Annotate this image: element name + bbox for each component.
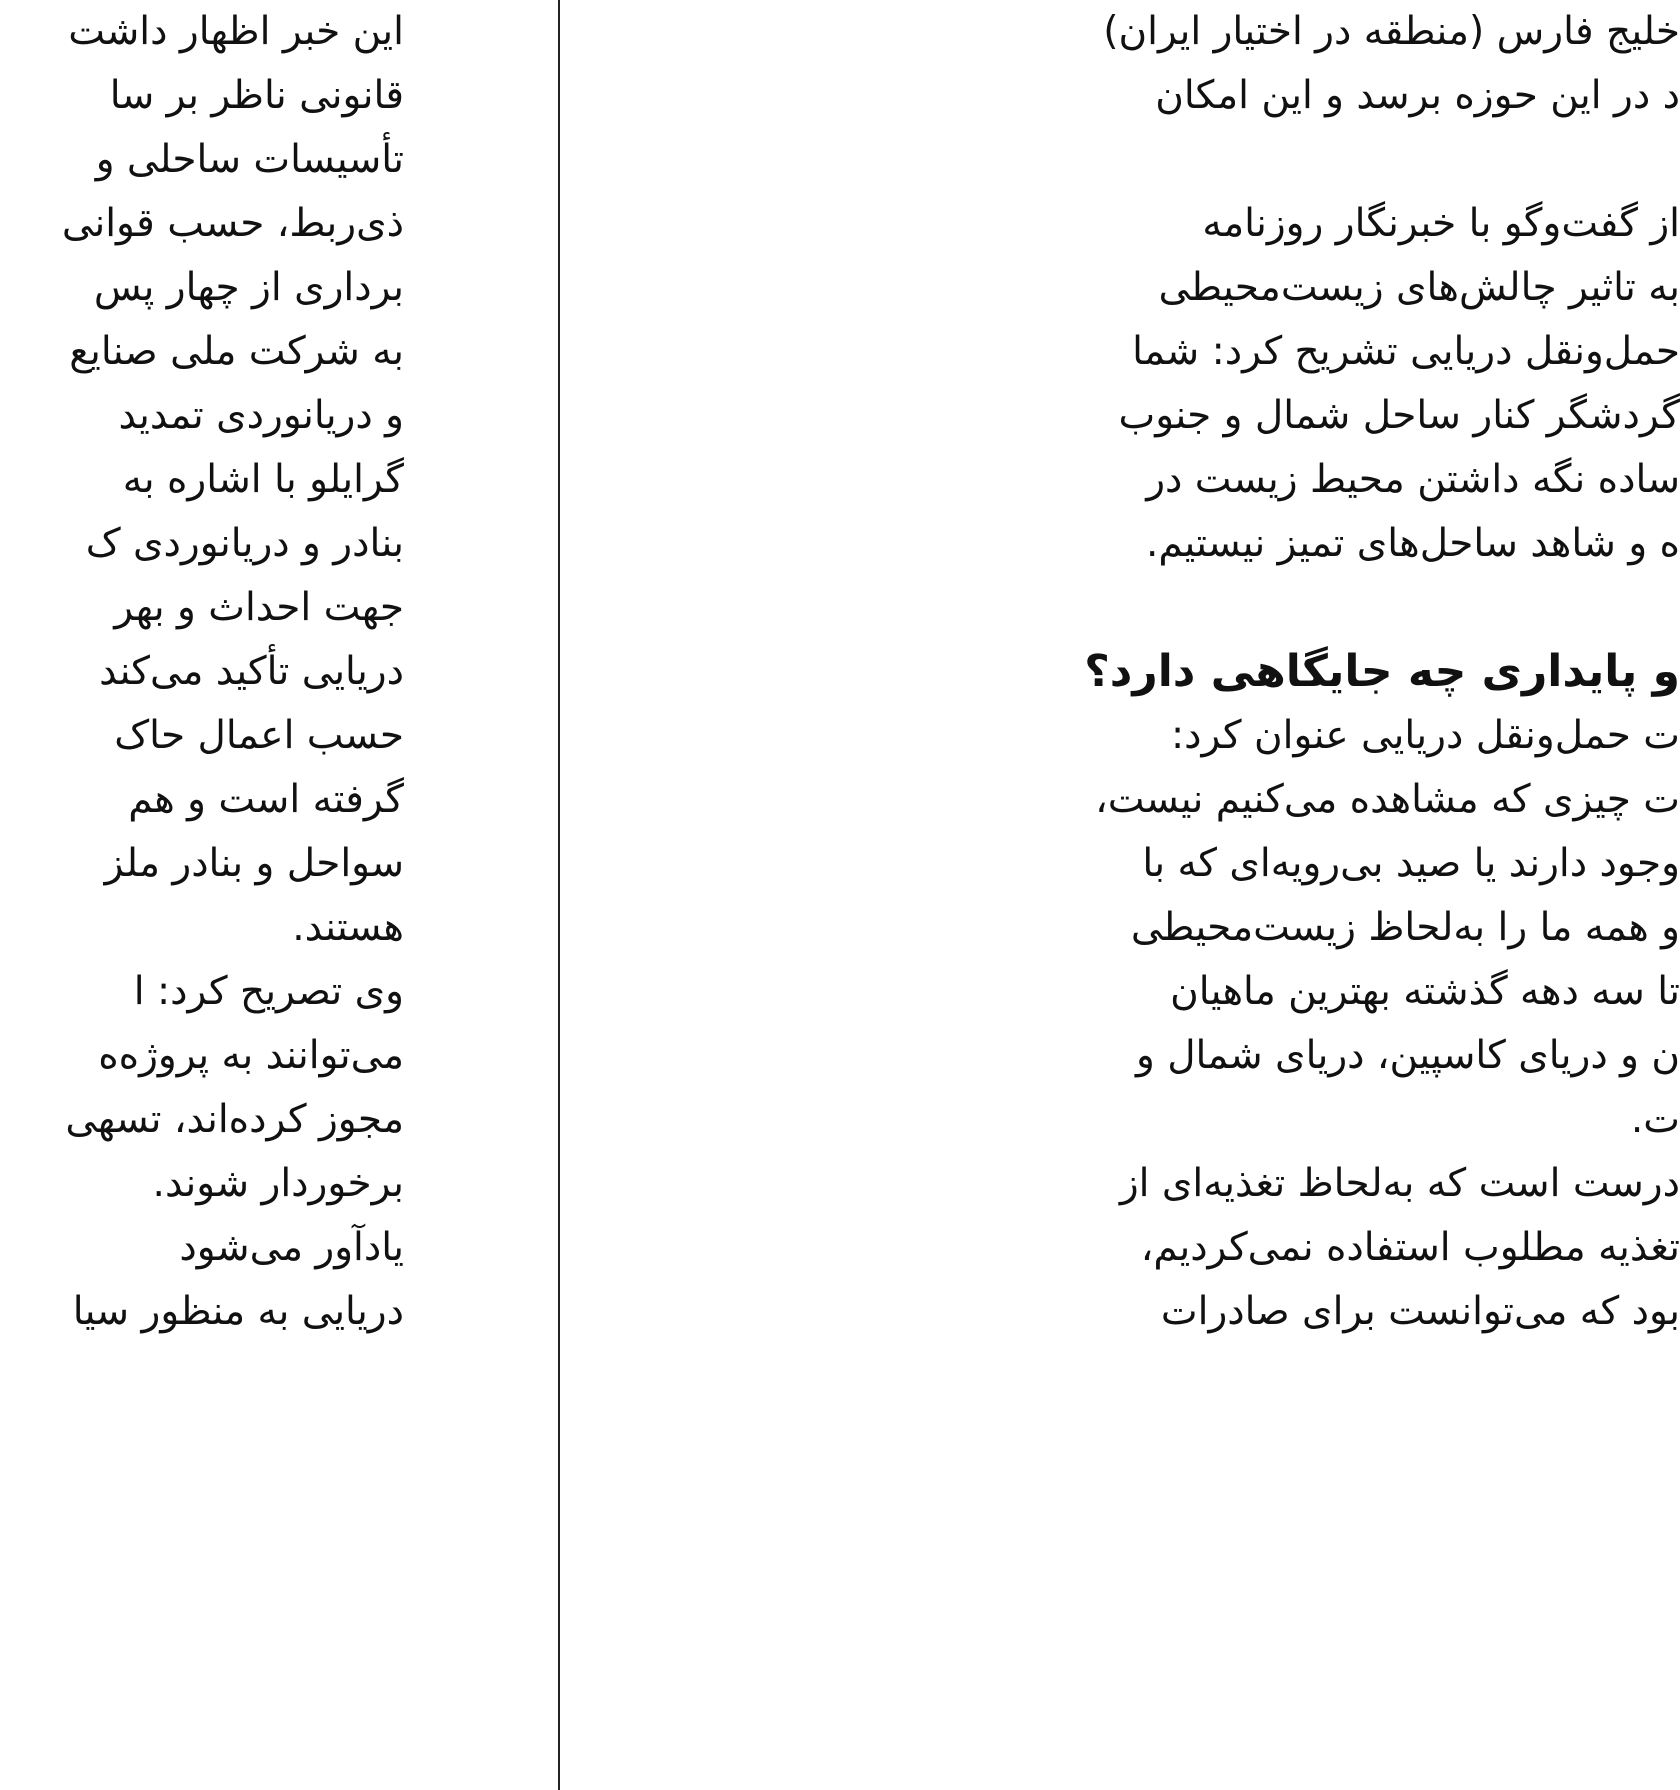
text-line: دریایی به منظور سیا	[72, 1289, 404, 1334]
text-line: ساده نگه داشتن محیط زیست در	[1146, 457, 1680, 502]
text-line: گرایلو با اشاره به	[122, 457, 404, 502]
paragraph-gap	[580, 576, 1680, 640]
text-line: وی تصریح کرد: ا	[133, 969, 404, 1014]
text-line: تأسیسات ساحلی و	[95, 137, 404, 182]
text-line: این خبر اظهار داشت	[68, 9, 404, 54]
text-line: ت حمل‌ونقل دریایی عنوان کرد:	[1171, 713, 1680, 758]
text-line: می‌توانند به پروژه‌ه	[98, 1033, 404, 1078]
text-line: درست است که به‌لحاظ تغذیه‌ای از	[1119, 1161, 1680, 1206]
right-column-text	[580, 0, 1680, 1344]
left-column	[0, 0, 556, 1790]
text-line: ت چیزی که مشاهده می‌کنیم نیست،	[1095, 777, 1680, 822]
text-line: بود که می‌توانست برای صادرات	[1160, 1289, 1680, 1334]
text-line: حمل‌ونقل دریایی تشریح کرد: شما	[1132, 329, 1680, 374]
text-line: برداری از چهار پس	[93, 265, 404, 310]
text-line: وجود دارند یا صید بی‌رویه‌ای که با	[1142, 841, 1680, 886]
text-line: ذی‌ربط، حسب قوانی	[61, 201, 404, 246]
text-line: به شرکت ملی صنایع	[69, 329, 404, 374]
text-line: از گفت‌وگو با خبرنگار روزنامه	[1202, 201, 1680, 246]
section-heading: و پایداری چه جایگاهی دارد؟	[1084, 646, 1680, 697]
text-line: و همه ما را به‌لحاظ زیست‌محیطی	[1130, 905, 1680, 950]
text-line: مجوز کرده‌اند، تسهی	[65, 1097, 404, 1142]
text-line: ن و دریای کاسپین، دریای شمال و	[1135, 1033, 1680, 1078]
text-line: برخوردار شوند.	[152, 1161, 404, 1206]
text-line: ه و شاهد ساحل‌های تمیز نیستیم.	[1145, 521, 1680, 566]
text-line: سواحل و بنادر ملز	[104, 841, 404, 886]
text-line: بنادر و دریانوردی ک	[85, 521, 404, 566]
paragraph-gap	[580, 128, 1680, 192]
text-line: تغذیه مطلوب استفاده نمی‌کردیم،	[1140, 1225, 1680, 1270]
text-line: قانونی ناظر بر سا	[109, 73, 404, 118]
text-line: گرفته است و هم	[128, 777, 404, 822]
text-line: د در این حوزه برسد و این امکان	[1155, 73, 1680, 118]
text-line: جهت احداث و بهر	[114, 585, 404, 630]
text-line: حسب اعمال حاک	[114, 713, 404, 758]
text-line: به تاثیر چالش‌های زیست‌محیطی	[1158, 265, 1680, 310]
text-line: تا سه دهه گذشته بهترین ماهیان	[1170, 969, 1680, 1014]
right-column	[568, 0, 1680, 1790]
text-line: دریایی تأکید می‌کند	[99, 649, 404, 694]
text-line: خلیج فارس (منطقه در اختیار ایران)	[1103, 9, 1680, 54]
text-line: هستند.	[292, 905, 404, 950]
left-column-text	[0, 0, 404, 1344]
text-line: ت.	[1630, 1097, 1680, 1142]
column-divider	[558, 0, 560, 1790]
text-line: گردشگر کنار ساحل شمال و جنوب	[1118, 393, 1680, 438]
text-line: و دریانوردی تمدید	[118, 393, 404, 438]
text-line: یادآور می‌شود	[179, 1225, 404, 1270]
